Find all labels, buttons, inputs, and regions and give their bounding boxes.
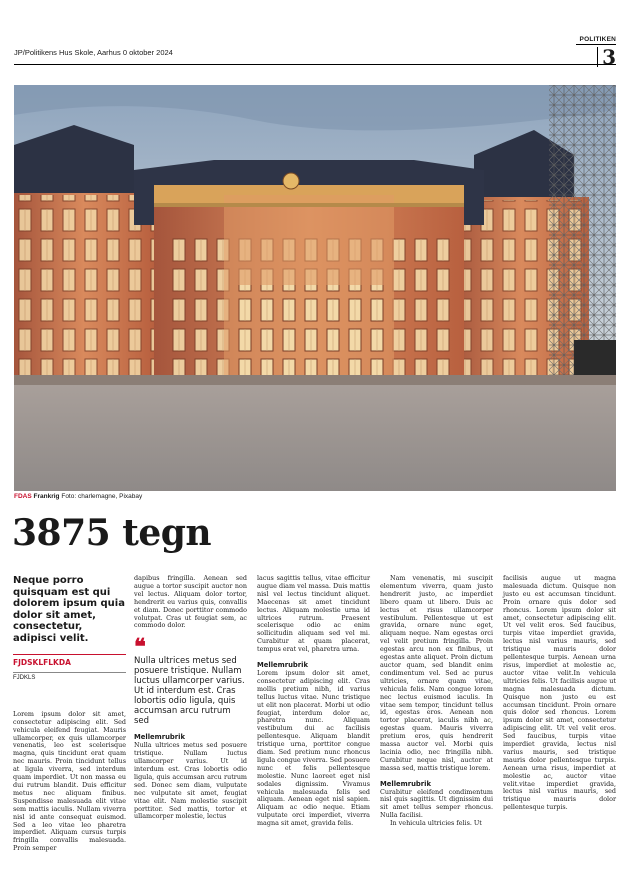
caption-subject: Frankrig	[33, 493, 60, 500]
column-2-subhead: Mellemrubrik	[134, 733, 185, 742]
column-1	[13, 575, 126, 853]
column-4-body-2: Curabitur eleifend condimentum nisl quis sagittis. Ut dignissim dui sit amet tellus semper rhoncus. Nulla facilisi.	[380, 787, 493, 820]
lead-text: Neque porro quisquam est qui dolorem ipsum quia dolor sit amet, consectetur, adipisci velit.	[13, 575, 125, 644]
quote-icon: ❝	[134, 634, 146, 661]
column-3-body-2: Lorem ipsum dolor sit amet, consectetur adipiscing elit. Cras mollis pretium nibh, id varius tellus luctus vitae. Nunc tristique ut elit non placerat. Morbi ut odio feugiat, interdum dolor ac, pharetra nunc. Aliquam vestibulum dui ac facilisis pellentesque. Aliquam blandit tristique urna, porttitor congue diam. Sed pretium nunc rhoncus ligula congue viverra. Sed posuere nunc et felis pellentesque molestie. Nunc laoreet eget nisl sodales dignissim. Vivamus vehicula malesuada felis sed aliquam. Aenean eget nisl sapien. Aliquam ac odio neque. Etiam vulputate orci imperdiet, viverra magna sit amet, gravida felis.	[257, 668, 371, 828]
column-5	[503, 575, 616, 812]
page-number: 3	[597, 47, 616, 67]
column-4-subhead: Mellemrubrik	[380, 779, 431, 788]
dateline: Aarhus 0 oktober 2024	[96, 48, 173, 57]
photo-palace	[14, 85, 616, 491]
column-2-body-2: Nulla ultrices metus sed posuere tristique. Nullam luctus ullamcorper varius. Ut id interdum est. Cras lobortis odio ligula, quis accumsan arcu rutrum sed. Donec sem diam, vulputate nec vulputate sit amet, feugiat vitae elit. Nam molestie suscipit porttitor. Sed mattis, tortor et ullamcorper molestie, lectus	[134, 741, 247, 821]
column-3	[257, 575, 370, 828]
column-2	[134, 575, 247, 821]
column-3-body-1: lacus sagittis tellus, vitae efficitur augue diam vel massa. Duis mattis nisl vel lectus tincidunt aliquet. Maecenas sit amet tincidunt lectus. Aliquam molestie urna id ultrices rutrum. Praesent scelerisque odio ac enim sollicitudin aliquam sed vel mi. Curabitur at quam placerat, tempus erat vel, pharetra urna.	[257, 574, 370, 654]
brand-wordmark: POLITIKEN	[576, 36, 616, 45]
column-3-subhead: Mellemrubrik	[257, 661, 308, 670]
page-header	[14, 48, 173, 57]
column-4-body-1: Nam venenatis, mi suscipit elementum viverra, quam justo hendrerit justo, ac imperdiet libero quam ut libero. Duis ac lectus et risus ullamcorper vestibulum. Pellentesque ut est gravida, ornare nunc eget, aliquam neque. Nam egestas orci vel velit pretium fringilla. Proin egestas arcu non ex finibus, ut egestas ante aliquet. Proin dictum auctor quam, sed blandit enim condimentum vel. Sed ac purus ultricies, ornare quam vitae, vehicula felis. Nam congue lorem nec lectus euismod iaculis. In vitae sem tempor, tincidunt tellus id, egestas eros. Aenean non tortor placerat, iaculis nibh ac, egestas quam. Mauris viverra pretium eros, quis hendrerit massa auctor vel. Morbi quis lacinia odio, nec fringilla nibh. Curabitur neque nisl, auctor at massa sed, mattis tristique lorem.	[380, 574, 493, 772]
publisher: JP/Politikens Hus Skole,	[14, 48, 96, 57]
column-4-body-3: In vehicula ultricies felis. Ut	[390, 819, 482, 828]
column-2-body-1: dapibus fringilla. Aenean sed augue a tortor suscipit auctor non vel lectus. Aliquam dolor tortor, hendrerit eu varius quis, convallis et diam. Donec porttitor commodo volutpat. Cras ut feugiat sem, ac commodo dolor.	[134, 574, 247, 630]
factbox-title: FJDSKLFLKDA	[13, 658, 71, 667]
column-1-body: Lorem ipsum dolor sit amet, consectetur adipiscing elit. Sed vehicula eleifend feugiat. Mauris ullamcorper, ex quis ullamcorper venenatis, leo est scelerisque magna, quis tincidunt erat quam nec mauris. Proin tincidunt tellus at ligula viverra, sed interdum quam imperdiet. Ut non massa eu dui rutrum blandit. Duis efficitur metus nec aliquam finibus. Suspendisse malesuada elit vitae sem mattis iaculis. Nullam viverra nisl id ante consequat euismod. Sed a leo vitae leo pharetra imperdiet. Aliquam cursus turpis fringilla convallis malesuada. Proin semper	[13, 709, 126, 853]
column-4	[380, 575, 493, 828]
caption-credit: Foto: charlemagne, Pixabay	[61, 493, 143, 500]
headline: 3875 tegn	[12, 512, 212, 554]
header-rule	[14, 64, 616, 65]
factbox-subtitle: FJDKLS	[13, 674, 36, 681]
caption-tag: FDAS	[14, 493, 32, 500]
factbox-rule	[13, 654, 126, 655]
factbox-divider	[13, 672, 126, 673]
photo-caption	[14, 493, 142, 500]
pull-quote: Nulla ultrices metus sed posuere tristique. Nullam luctus ullamcorper varius. Ut id interdum est. Cras lobortis odio ligula, quis accumsan arcu rutrum sed	[134, 656, 245, 727]
column-5-body: facilisis augue ut magna malesuada dictum. Quisque non justo eu est accumsan tincidunt. Proin ornare quis dolor sed rhoncus. Lorem ipsum dolor sit amet, consectetur adipiscing elit. Ut vel velit eros. Sed faucibus, turpis vitae imperdiet gravida, lectus nisl varius mauris, sed tristique mauris dolor pellentesque turpis. Aenean urna risus, imperdiet at molestie ac, auctor vitae velit.In vehicula ultricies felis. Ut facilisis augue ut magna malesuada dictum. Quisque non justo eu est accumsan tincidunt. Proin ornare quis dolor sed rhoncus. Lorem ipsum dolor sit amet, consectetur adipiscing elit. Ut vel velit eros. Sed faucibus, turpis vitae imperdiet gravida, lectus nisl varius mauris, sed tristique mauris dolor pellentesque turpis. Aenean urna risus, imperdiet at molestie ac, auctor vitae velit.vitae imperdiet gravida, lectus nisl varius mauris, sed tristique mauris dolor pellentesque turpis.	[503, 574, 616, 812]
